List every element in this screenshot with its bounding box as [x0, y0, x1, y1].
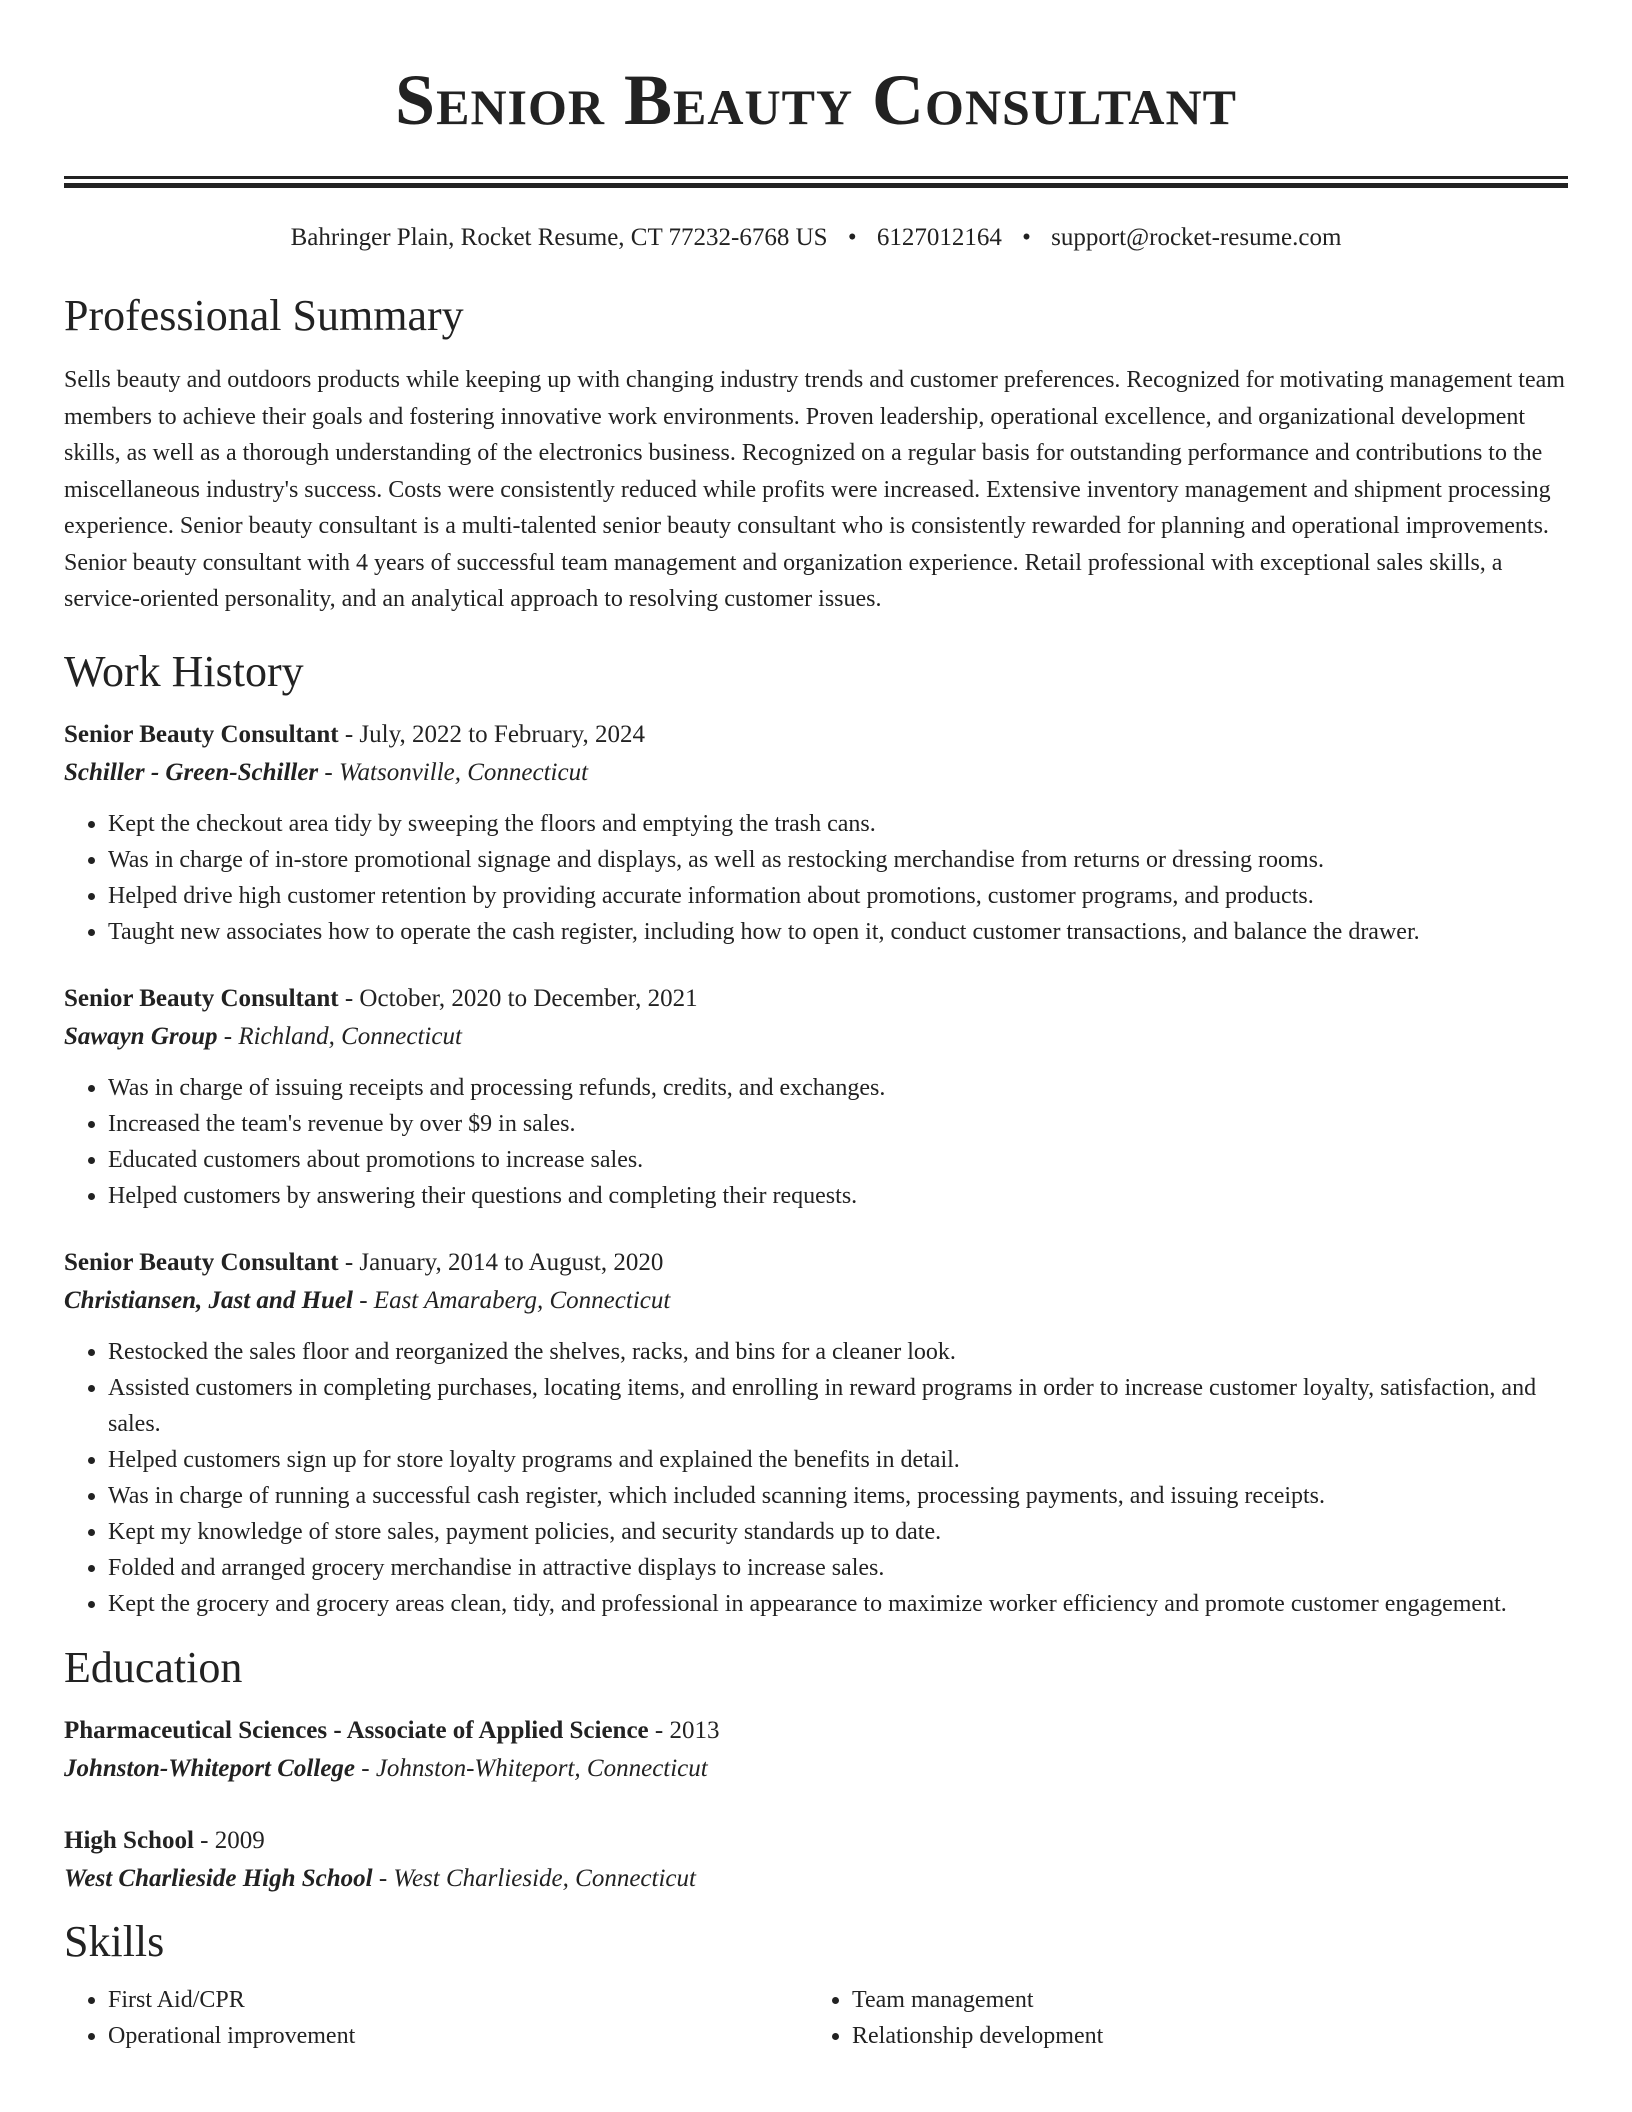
job-bullet: • Helped customers sign up for store loyalty programs and explained the benefits in detail.: [108, 1442, 1568, 1478]
education-entry: [64, 1712, 1568, 1788]
job-title-line: [64, 716, 1568, 754]
resume-name: Senior Beauty Consultant: [395, 60, 1237, 140]
skills-column-right: [808, 1982, 1552, 2054]
education-degree-line: [64, 1822, 1568, 1860]
job-bullet: • Was in charge of issuing receipts and processing refunds, credits, and exchanges.: [108, 1070, 1568, 1106]
education-school-line: [64, 1750, 1568, 1788]
skills-column-left: [64, 1982, 808, 2054]
job-bullet: • Increased the team's revenue by over $9 in sales.: [108, 1106, 1568, 1142]
job-location: - East Amaraberg, Connecticut: [352, 1286, 671, 1314]
job-dates: - July, 2022 to February, 2024: [338, 720, 646, 748]
education-degree-line: [64, 1712, 1568, 1750]
contact-line: [64, 222, 1568, 254]
job-title-line: [64, 980, 1568, 1018]
job-company-line: [64, 1282, 1568, 1320]
job-bullet: • Kept the checkout area tidy by sweeping the floors and emptying the trash cans.: [108, 806, 1568, 842]
job-bullet: • Kept the grocery and grocery areas clean, tidy, and professional in appearance to maximize worker efficiency and promote customer engagement.: [108, 1586, 1568, 1622]
skill-item: • Operational improvement: [108, 2018, 808, 2054]
job-company: Sawayn Group: [64, 1022, 218, 1050]
education-heading: Education: [64, 1642, 243, 1692]
job-role: Senior Beauty Consultant: [64, 984, 339, 1012]
job-location: - Richland, Connecticut: [217, 1022, 462, 1050]
contact-address: Bahringer Plain, Rocket Resume, CT 77232-6768 US: [290, 224, 828, 251]
job-bullet: • Taught new associates how to operate the cash register, including how to open it, conduct customer transactions, and balance the drawer.: [108, 914, 1568, 950]
contact-phone: 6127012164: [876, 224, 1002, 251]
education-year: - 2009: [193, 1826, 265, 1854]
job-bullet: • Was in charge of in-store promotional signage and displays, as well as restocking merchandise from returns or dressing rooms.: [108, 842, 1568, 878]
skill-item: • Team management: [852, 1982, 1552, 2018]
summary-heading: Professional Summary: [64, 291, 464, 340]
job-dates: - January, 2014 to August, 2020: [338, 1248, 664, 1276]
job-bullet: • Kept my knowledge of store sales, payment policies, and security standards up to date.: [108, 1514, 1568, 1550]
education-school-line: [64, 1860, 1568, 1898]
contact-separator: •: [1022, 224, 1031, 251]
job-role: Senior Beauty Consultant: [64, 720, 339, 748]
skills-heading: Skills: [64, 1916, 165, 1966]
job-bullet: • Educated customers about promotions to increase sales.: [108, 1142, 1568, 1178]
education-year: - 2013: [648, 1716, 720, 1744]
job-entry: [64, 1244, 1568, 1622]
education-degree: High School: [64, 1826, 194, 1854]
job-role: Senior Beauty Consultant: [64, 1248, 339, 1276]
skill-item: • First Aid/CPR: [108, 1982, 808, 2018]
job-location: - Watsonville, Connecticut: [318, 758, 589, 786]
job-company-line: [64, 754, 1568, 792]
job-company: Christiansen, Jast and Huel: [64, 1286, 353, 1314]
job-bullet: • Helped drive high customer retention by providing accurate information about promotions, customer programs, and products.: [108, 878, 1568, 914]
skill-item: • Relationship development: [852, 2018, 1552, 2054]
job-bullet: • Restocked the sales floor and reorganized the shelves, racks, and bins for a cleaner look.: [108, 1334, 1568, 1370]
education-location: - Johnston-Whiteport, Connecticut: [355, 1754, 708, 1782]
summary-text: Sells beauty and outdoors products while keeping up with changing industry trends and customer preferences. Recognized for motivating management team members to achieve their goals and fostering innovative work environments. Proven leadership, operational excellence, and organizational development skills, as well as a thorough understanding of the electronics business. Recognized on a regular basis for outstanding performance and contributions to the miscellaneous industry's success. Costs were consistently reduced while profits were increased. Extensive inventory management and shipment processing experience. Senior beauty consultant is a multi-talented senior beauty consultant who is consistently rewarded for planning and operational improvements. Senior beauty consultant with 4 years of successful team management and organization experience. Retail professional with exceptional sales skills, a service-oriented personality, and an analytical approach to resolving customer issues.: [64, 367, 1565, 612]
job-entry: [64, 980, 1568, 1214]
job-bullets: [64, 1070, 1568, 1214]
job-company: Schiller - Green-Schiller: [64, 758, 319, 786]
contact-email: support@rocket-resume.com: [1051, 224, 1342, 251]
education-location: - West Charlieside, Connecticut: [372, 1864, 696, 1892]
job-company-line: [64, 1018, 1568, 1056]
job-dates: - October, 2020 to December, 2021: [338, 984, 698, 1012]
contact-separator: •: [847, 224, 857, 251]
job-title-line: [64, 1244, 1568, 1282]
job-bullet: • Was in charge of running a successful cash register, which included scanning items, processing payments, and issuing receipts.: [108, 1478, 1568, 1514]
job-entry: [64, 716, 1568, 950]
education-school: Johnston-Whiteport College: [64, 1754, 356, 1782]
job-bullet: • Helped customers by answering their questions and completing their requests.: [108, 1178, 1568, 1214]
education-degree: Pharmaceutical Sciences - Associate of Applied Science: [64, 1716, 649, 1744]
job-bullets: [64, 806, 1568, 950]
education-entry: [64, 1822, 1568, 1898]
header-divider: [64, 176, 1568, 188]
skills-list: [64, 1982, 1568, 2054]
job-bullet: • Assisted customers in completing purchases, locating items, and enrolling in reward programs in order to increase customer loyalty, satisfaction, and sales.: [108, 1370, 1568, 1442]
job-bullet: • Folded and arranged grocery merchandise in attractive displays to increase sales.: [108, 1550, 1568, 1586]
job-bullets: [64, 1334, 1568, 1622]
work-history-heading: Work History: [64, 646, 304, 696]
education-school: West Charlieside High School: [64, 1864, 373, 1892]
